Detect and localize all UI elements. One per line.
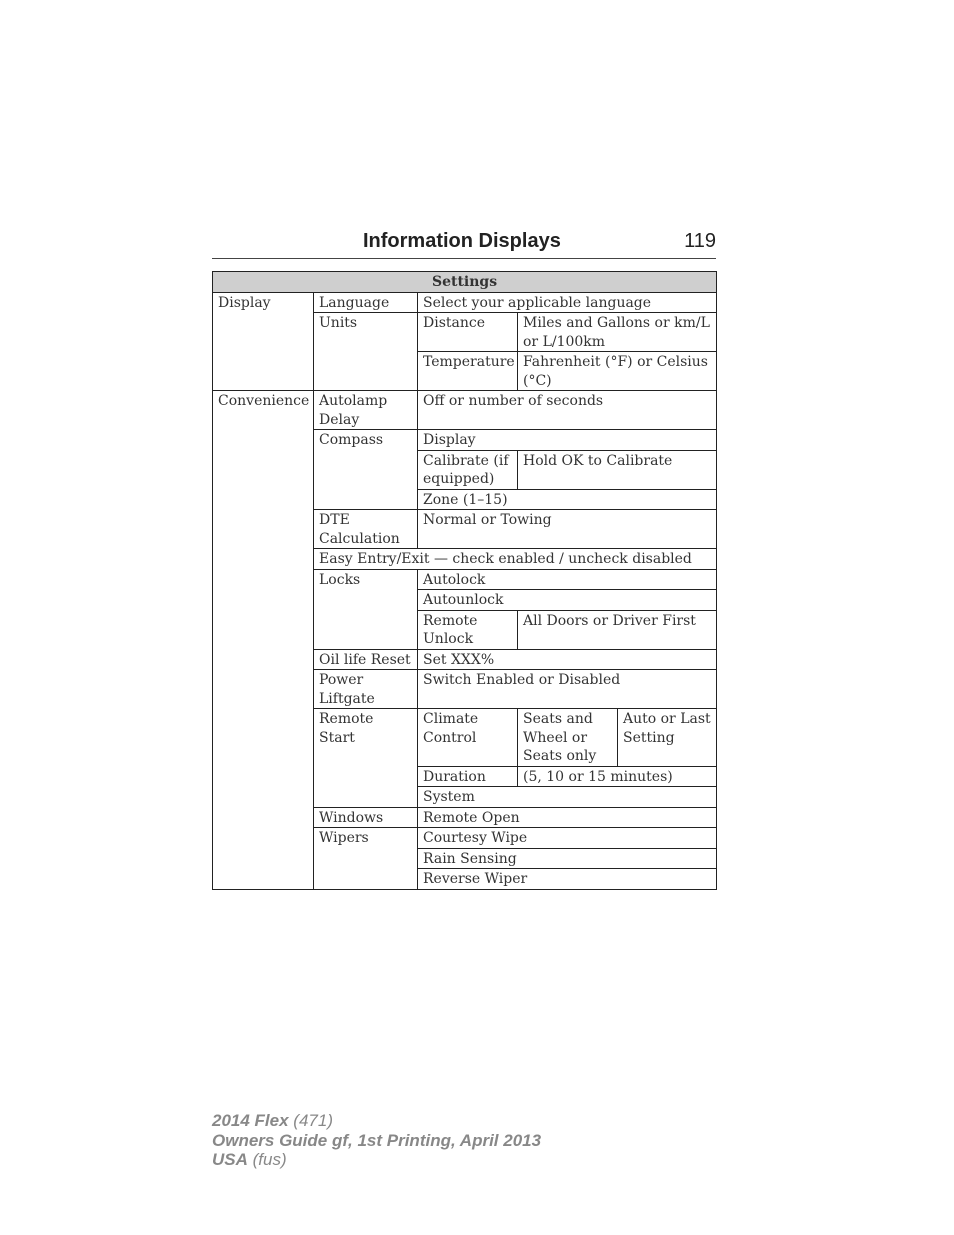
setting-rain-sensing: Rain Sensing bbox=[418, 848, 717, 869]
table-header-row bbox=[213, 272, 717, 293]
setting-units: Units bbox=[314, 313, 418, 391]
setting-autolock: Autolock bbox=[418, 569, 717, 590]
setting-power-liftgate-value: Switch Enabled or Disabled bbox=[418, 670, 717, 709]
table-row bbox=[213, 292, 717, 313]
setting-oil-life: Oil life Reset bbox=[314, 649, 418, 670]
table-heading: Settings bbox=[213, 272, 717, 293]
page-number: 119 bbox=[684, 230, 716, 252]
setting-duration: Duration bbox=[418, 766, 518, 787]
setting-remote-start: Remote Start bbox=[314, 709, 418, 808]
footer-model-code: (471) bbox=[293, 1111, 333, 1130]
setting-calibrate-value: Hold OK to Calibrate bbox=[518, 450, 717, 489]
setting-compass-display: Display bbox=[418, 430, 717, 451]
setting-remote-unlock-value: All Doors or Driver First bbox=[518, 610, 717, 649]
setting-climate-control: Climate Control bbox=[418, 709, 518, 767]
footer-market: USA bbox=[212, 1150, 248, 1169]
setting-courtesy-wipe: Courtesy Wipe bbox=[418, 828, 717, 849]
setting-temperature: Temperature bbox=[418, 352, 518, 391]
setting-remote-unlock: Remote Unlock bbox=[418, 610, 518, 649]
setting-dte: DTE Calculation bbox=[314, 510, 418, 549]
page-footer bbox=[212, 1111, 541, 1170]
setting-calibrate: Calibrate (if equipped) bbox=[418, 450, 518, 489]
setting-distance-value: Miles and Gallons or km/L or L/100km bbox=[518, 313, 717, 352]
setting-autolamp-value: Off or number of seconds bbox=[418, 391, 717, 430]
setting-climate-option: Auto or Last Setting bbox=[618, 709, 717, 767]
setting-distance: Distance bbox=[418, 313, 518, 352]
setting-system: System bbox=[418, 787, 717, 808]
setting-easy-entry: Easy Entry/Exit — check enabled / uncheck disabled bbox=[314, 549, 717, 570]
setting-dte-value: Normal or Towing bbox=[418, 510, 717, 549]
footer-line-guide bbox=[212, 1131, 541, 1151]
footer-guide: Owners Guide gf, 1st Printing, April 2013 bbox=[212, 1130, 542, 1150]
setting-power-liftgate: Power Liftgate bbox=[314, 670, 418, 709]
settings-table bbox=[212, 271, 717, 890]
setting-language-value: Select your applicable language bbox=[418, 292, 717, 313]
setting-climate-value: Seats and Wheel or Seats only bbox=[518, 709, 618, 767]
footer-market-code: (fus) bbox=[252, 1150, 287, 1169]
setting-windows-value: Remote Open bbox=[418, 807, 717, 828]
footer-line-model bbox=[212, 1111, 541, 1131]
page-title: Information Displays bbox=[363, 230, 561, 252]
category-display: Display bbox=[213, 292, 314, 391]
table-row bbox=[213, 391, 717, 430]
setting-temperature-value: Fahrenheit (°F) or Celsius (°C) bbox=[518, 352, 717, 391]
page-header bbox=[212, 228, 716, 259]
setting-windows: Windows bbox=[314, 807, 418, 828]
setting-language: Language bbox=[314, 292, 418, 313]
setting-locks: Locks bbox=[314, 569, 418, 649]
setting-duration-value: (5, 10 or 15 minutes) bbox=[518, 766, 717, 787]
setting-compass: Compass bbox=[314, 430, 418, 510]
setting-autolamp: Autolamp Delay bbox=[314, 391, 418, 430]
setting-autounlock: Autounlock bbox=[418, 590, 717, 611]
footer-line-market bbox=[212, 1150, 541, 1170]
setting-reverse-wiper: Reverse Wiper bbox=[418, 869, 717, 890]
setting-wipers: Wipers bbox=[314, 828, 418, 890]
category-convenience: Convenience bbox=[213, 391, 314, 890]
setting-oil-life-value: Set XXX% bbox=[418, 649, 717, 670]
footer-model: 2014 Flex bbox=[212, 1111, 289, 1130]
setting-zone: Zone (1–15) bbox=[418, 489, 717, 510]
